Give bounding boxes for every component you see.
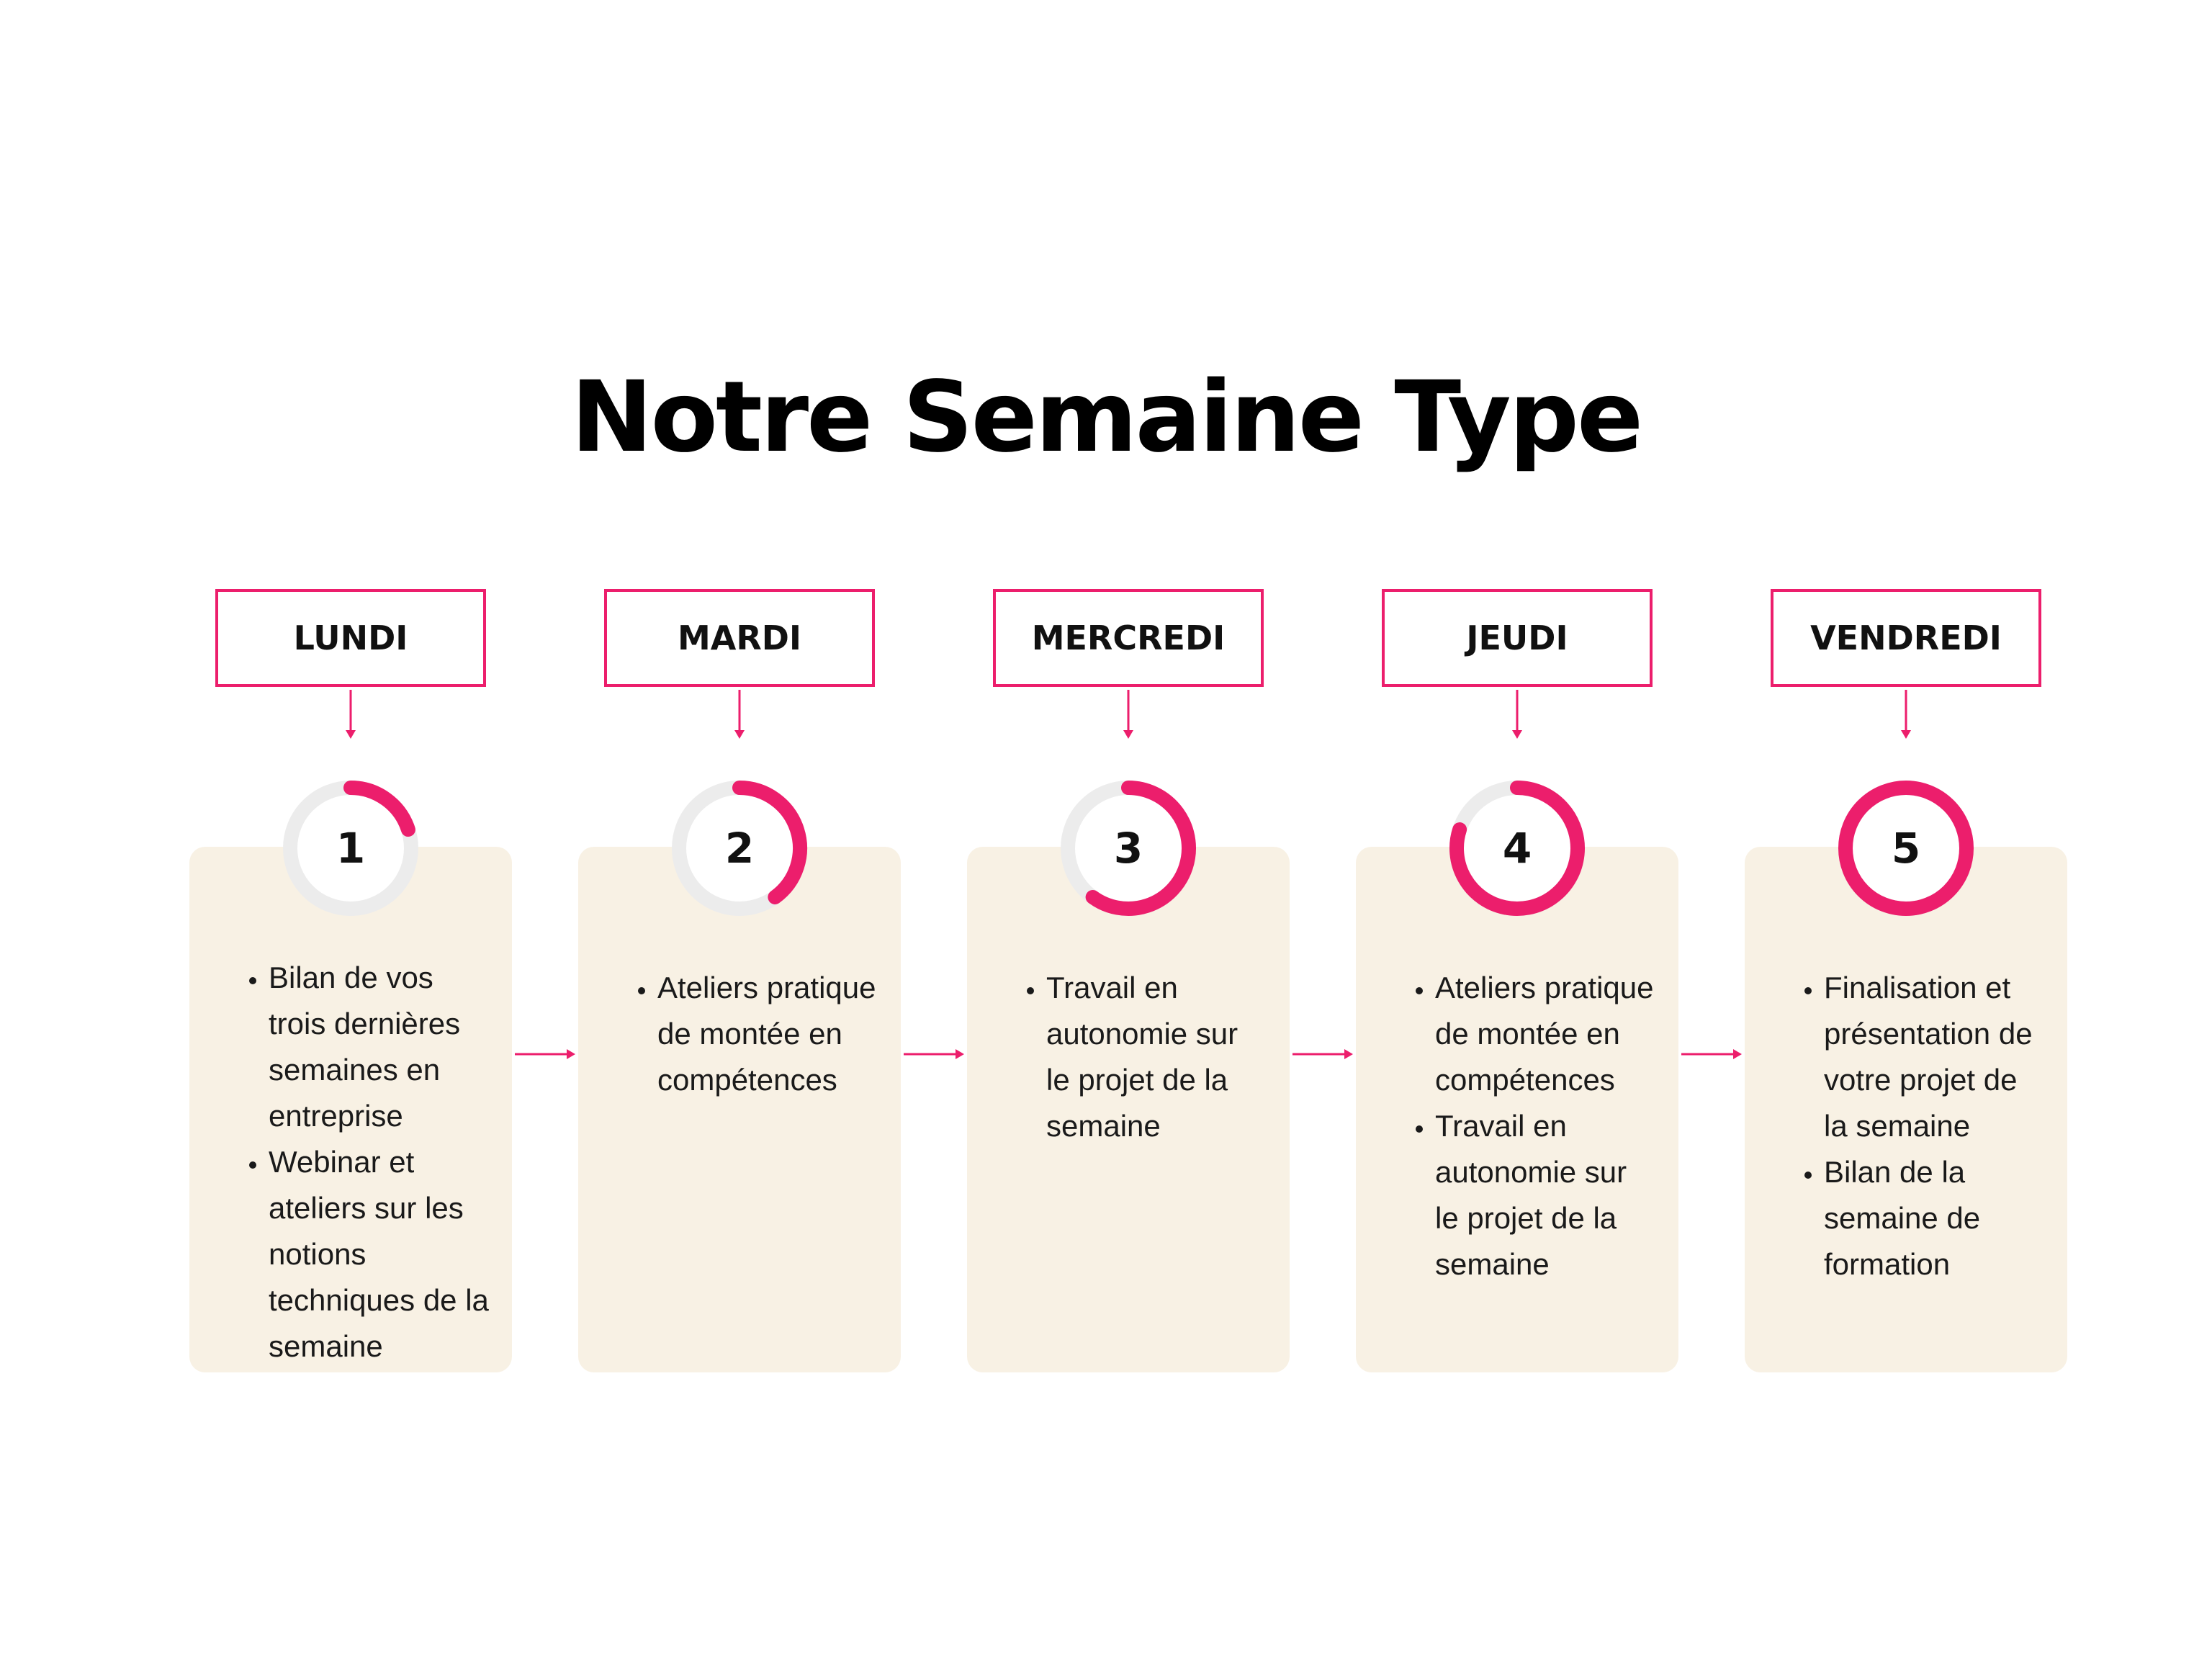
activity-item: • Finalisation et présentation de votre projet de la semaine [1824,965,2046,1149]
activity-item: • Bilan de vos trois dernières semaines en entreprise [269,955,490,1139]
activity-item: • Travail en autonomie sur le projet de la semaine [1435,1103,1657,1287]
step-number: 3 [1113,824,1143,873]
right-arrow-icon [1680,1046,1745,1063]
activity-list [1789,965,2046,1287]
down-arrow-icon [1897,690,1915,740]
down-arrow-icon [342,690,359,740]
day-card-mardi [578,847,901,1372]
down-arrow-icon [1509,690,1526,740]
activity-list [623,965,879,1103]
right-arrow-icon [902,1046,967,1063]
page-title: Notre Semaine Type [570,361,1642,475]
step-number: 1 [336,824,366,873]
day-label-mardi: MARDI [604,589,875,687]
day-card-jeudi [1356,847,1678,1372]
activity-item: • Bilan de la semaine de formation [1824,1149,2046,1287]
day-label-jeudi: JEUDI [1382,589,1653,687]
activity-list [234,955,490,1370]
right-arrow-icon [1291,1046,1356,1063]
step-number: 5 [1891,824,1921,873]
down-arrow-icon [731,690,748,740]
down-arrow-icon [1120,690,1137,740]
activity-item: • Travail en autonomie sur le projet de la semaine [1046,965,1268,1149]
step-number: 2 [724,824,755,873]
step-number: 4 [1502,824,1532,873]
activity-item: • Webinar et ateliers sur les notions techniques de la semaine [269,1139,490,1370]
day-card-vendredi [1745,847,2067,1372]
day-card-mercredi [967,847,1290,1372]
right-arrow-icon [513,1046,578,1063]
day-card-lundi [189,847,512,1372]
activity-list [1012,965,1268,1149]
day-label-vendredi: VENDREDI [1771,589,2041,687]
day-label-mercredi: MERCREDI [993,589,1264,687]
activity-item: • Ateliers pratique de montée en compétences [1435,965,1657,1103]
activity-item: • Ateliers pratique de montée en compétences [657,965,879,1103]
activity-list [1401,965,1657,1287]
day-label-lundi: LUNDI [215,589,486,687]
